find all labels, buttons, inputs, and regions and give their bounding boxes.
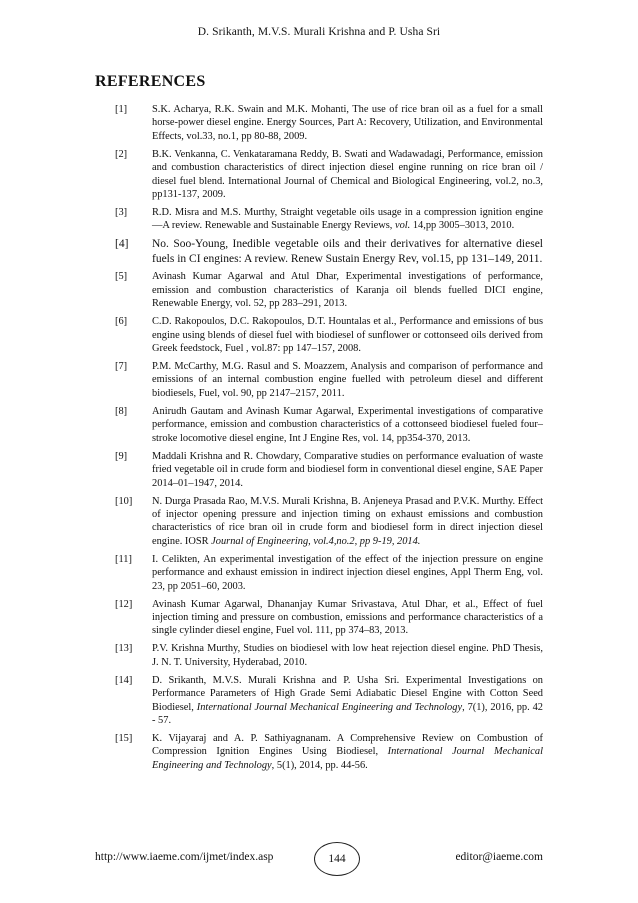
reference-text [152,598,543,638]
reference-text-main: I. Celikten, An experimental investigation of the effect of the injection pressure on engine performance and exhaust emission in indirect injection diesel engines, Appl Therm Eng, vol. 23, pp 2051–60, 2003. [152,553,543,592]
running-header: D. Srikanth, M.V.S. Murali Krishna and P. Usha Sri [197,26,441,38]
reference-text-main: P.V. Krishna Murthy, Studies on biodiesel with low heat rejection diesel engine. PhD Thesis, J. N. T. University, Hyderabad, 2010. [152,643,543,668]
reference-text-tail: , 7(1), 2016, pp. 42 - 57. [152,701,544,726]
reference-text [152,103,543,143]
reference-item [115,270,543,310]
reference-text-main: C.D. Rakopoulos, D.C. Rakopoulos, D.T. Hountalas et al., Performance and emissions of bus engine using blends of diesel fuel with biodiesel of sunflower or cottonseed oils derived from Greek feedstock, Fuel , vol.87: pp 147–157, 2008. [152,316,543,355]
reference-item [115,732,543,772]
reference-item [115,206,543,233]
reference-list [115,103,543,777]
reference-text [152,405,543,445]
reference-text [152,553,543,593]
reference-text [152,270,543,310]
reference-text-main: Avinash Kumar Agarwal and Atul Dhar, Experimental investigations of performance, emission and combustion characteristics of Karanja oil blends fuelled DICI engine, Renewable Energy, vol. 52, pp 283–291, 2013. [152,271,543,310]
footer-email-link[interactable]: editor@iaeme.com [455,851,543,863]
reference-text-main: R.D. Misra and M.S. Murthy, Straight vegetable oils usage in a compression ignition engine—A review. Renewable and Sustainable Energy Reviews, [152,207,543,232]
reference-text-main: D. Srikanth, M.V.S. Murali Krishna and P. Usha Sri. Experimental Investigations on Performance Parameters of High Grade Semi Adiabatic Diesel Engine with Cotton Seed Biodiesel, [152,674,543,713]
reference-text [152,674,543,728]
reference-item [115,405,543,445]
reference-text-main: P.M. McCarthy, M.G. Rasul and S. Moazzem, Analysis and comparison of performance and emissions of an internal combustion engine fuelled with petroleum diesel and different biodiesels, Fuel, vol. 90, pp 2147–2157, 2011. [152,361,543,399]
reference-number: [1] [115,104,128,115]
reference-text-main: N. Durga Prasada Rao, M.V.S. Murali Krishna, B. Anjeneya Prasad and P.V.K. Murthy. Effect of injector opening pressure and injection timing on exhaust emissions and combustion characteristics of rice bran oil in crude form and biodiesel form in direct injection diesel engine. IOSR [152,495,543,547]
reference-text-tail: 14,pp 3005–3013, 2010. [410,220,515,232]
reference-number: [7] [115,361,128,373]
reference-text [152,732,543,772]
reference-text [152,315,543,355]
reference-item [115,553,543,593]
reference-text [152,206,543,233]
reference-text [152,642,543,669]
reference-number: [15] [115,732,133,744]
reference-number: [6] [115,316,128,328]
reference-item [115,495,543,549]
reference-number: [8] [115,405,128,417]
reference-text-main: S.K. Acharya, R.K. Swain and M.K. Mohanti, The use of rice bran oil as a fuel for a small horse-power diesel engine. Energy Sources, Part A: Recovery, Utilization, and Environmental Effects, vol.33, no.1, pp 80-88, 2009. [152,104,543,142]
reference-text [152,495,543,549]
reference-number: [12] [115,598,133,610]
page-footer [95,842,543,878]
reference-item [115,450,543,490]
reference-item [115,360,543,400]
reference-item [115,598,543,638]
reference-number: [2] [115,148,128,160]
reference-text-italic: International Journal Mechanical Engineering and Technology [152,746,543,771]
reference-text-main: K. Vijayaraj and A. P. Sathiyagnanam. A Comprehensive Review on Combustion of Compression Ignition Engines Using Biodiesel, [152,732,543,758]
reference-text-main: Avinash Kumar Agarwal, Dhananjay Kumar Srivastava, Atul Dhar, et al., Effect of fuel injection timing and pressure on combustion, emissions and performance characteristics of a single cylinder diesel engine, Fuel vol. 111, pp 374–83, 2013. [152,598,543,637]
reference-item [115,103,543,143]
reference-text-main: B.K. Venkanna, C. Venkataramana Reddy, B. Swati and Wadawadagi, Performance, emission and combustion characteristics of direct injection diesel engine running on rice bran oil / diesel fuel blend. International Journal of Chemical and Biological Engineering, vol.2, no.3, pp131-137, 2009. [152,148,543,201]
reference-number: [14] [115,674,133,686]
reference-text-main: Anirudh Gautam and Avinash Kumar Agarwal, Experimental investigations of comparative performance, emission and combustion characteristics of a cottonseed biodiesel fueled four–stroke locomotive diesel engine, Int J Engine Res, vol. 14, pp354-370, 2013. [152,405,543,444]
footer-url-link[interactable]: http://www.iaeme.com/ijmet/index.asp [95,851,274,863]
reference-text-main: Maddali Krishna and R. Chowdary, Comparative studies on performance evaluation of waste fried vegetable oil in crude form and biodiesel form in conventional diesel engine, SAE Paper 2014–01–1947, 2014. [152,450,543,489]
reference-item [115,148,543,202]
reference-text [152,148,543,202]
reference-item [115,642,543,669]
reference-number: [11] [115,553,132,565]
reference-number: [5] [115,271,128,283]
reference-item [115,237,543,265]
reference-text [152,450,543,490]
reference-text-tail: , 5(1), 2014, pp. 44-56. [271,759,368,771]
reference-text [152,237,543,265]
reference-text-italic: International Journal Mechanical Engineering and Technology [196,701,463,713]
reference-text-main: No. Soo-Young, Inedible vegetable oils and their derivatives for alternative diesel fuels in CI engines: A review. Renew Sustain Energy Rev, vol.15, pp 131–149, 2011. [152,238,543,265]
reference-number: [4] [115,238,129,251]
reference-item [115,315,543,355]
section-title: REFERENCES [95,73,206,90]
reference-number: [3] [115,207,128,219]
reference-text [152,360,543,400]
reference-text-italic: vol. [394,220,411,232]
page-number: 144 [314,842,360,876]
reference-number: [10] [115,495,133,507]
reference-number: [9] [115,450,128,462]
reference-number: [13] [115,643,133,655]
reference-text-italic: Journal of Engineering, vol.4,no.2, pp 9-19, 2014. [211,535,421,547]
reference-item [115,674,543,728]
